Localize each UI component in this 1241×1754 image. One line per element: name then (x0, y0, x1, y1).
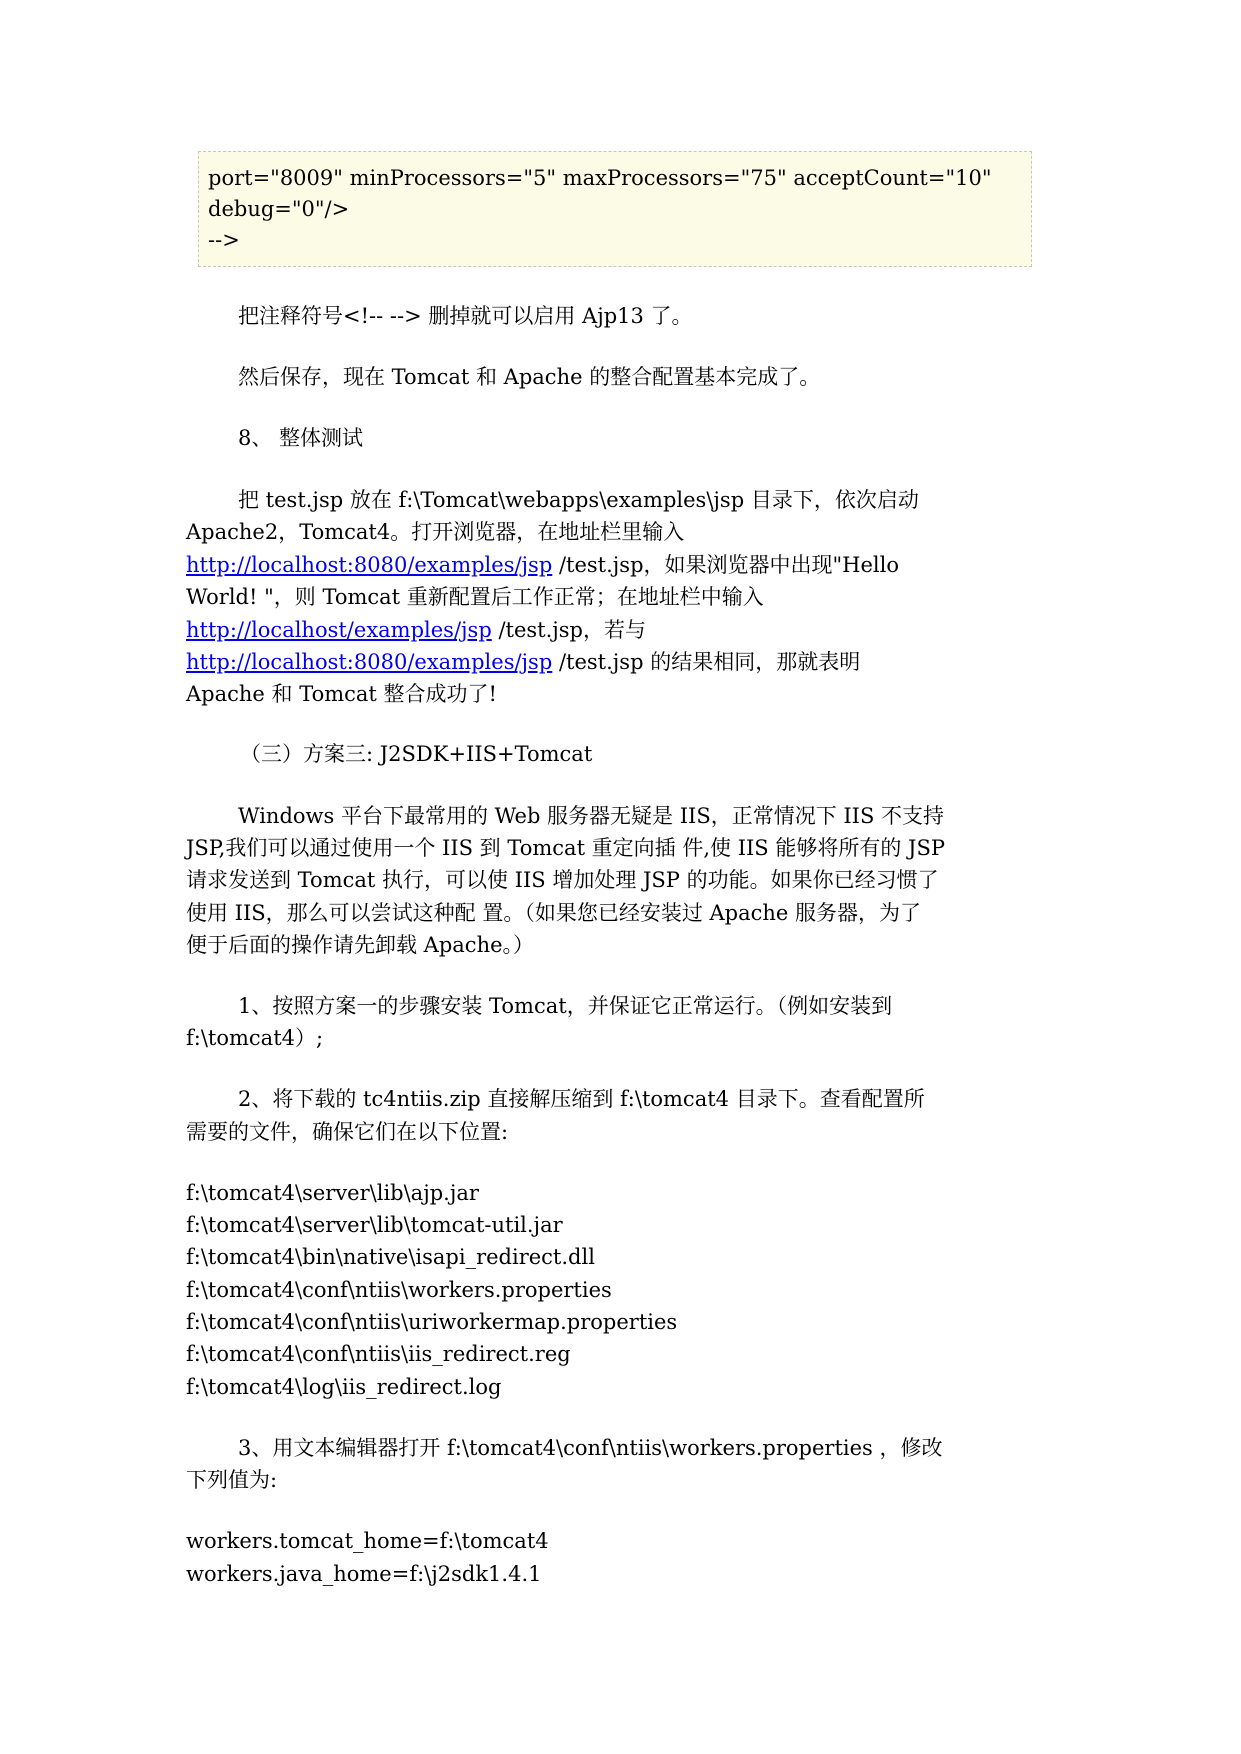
section-heading-overall-test: 8、 整体测试 (238, 426, 364, 450)
paragraph-remove-comments: 把注释符号<!-- --> 删掉就可以启用 Ajp13 了。 (238, 304, 693, 328)
iis-paragraph-line: 请求发送到 Tomcat 执行，可以使 IIS 增加处理 JSP 的功能。如果你已经习惯了 (186, 868, 939, 892)
iis-paragraph-line: 使用 IIS，那么可以尝试这种配 置。（如果您已经安装过 Apache 服务器，为了 (186, 901, 922, 925)
workers-setting: workers.java_home=f:\j2sdk1.4.1 (186, 1562, 542, 1586)
file-path: f:\tomcat4\bin\native\isapi_redirect.dll (186, 1245, 595, 1269)
step1-line: f:\tomcat4）; (186, 1026, 324, 1050)
test-text-line: Apache 和 Tomcat 整合成功了! (186, 682, 497, 706)
step2-line: 2、将下载的 tc4ntiis.zip 直接解压缩到 f:\tomcat4 目录下。查看配置所 (238, 1087, 925, 1111)
code-line: --> (208, 228, 240, 252)
test-text-line (186, 549, 899, 581)
code-line: debug="0"/> (208, 197, 350, 221)
iis-paragraph-line: 便于后面的操作请先卸载 Apache。） (186, 933, 535, 957)
test-text-line: 把 test.jsp 放在 f:\Tomcat\webapps\examples\jsp 目录下，依次启动 (238, 488, 919, 512)
localhost-link[interactable]: http://localhost/examples/jsp (186, 618, 492, 642)
step3-line: 下列值为: (186, 1468, 278, 1492)
file-path: f:\tomcat4\log\iis_redirect.log (186, 1375, 502, 1399)
localhost-8080-link[interactable]: http://localhost:8080/examples/jsp (186, 650, 553, 674)
localhost-8080-link[interactable]: http://localhost:8080/examples/jsp (186, 553, 553, 577)
test-text-line: Apache2，Tomcat4。打开浏览器，在地址栏里输入 (186, 520, 685, 544)
test-text-line (186, 646, 860, 678)
step3-line: 3、用文本编辑器打开 f:\tomcat4\conf\ntiis\workers.properties ，修改 (238, 1436, 943, 1460)
iis-paragraph-line: Windows 平台下最常用的 Web 服务器无疑是 IIS，正常情况下 IIS 不支持 (238, 804, 945, 828)
test-text-line (186, 614, 646, 646)
code-line: port="8009" minProcessors="5" maxProcessors="75" acceptCount="10" (208, 166, 992, 190)
file-path: f:\tomcat4\server\lib\ajp.jar (186, 1181, 479, 1205)
file-path: f:\tomcat4\conf\ntiis\iis_redirect.reg (186, 1342, 571, 1366)
test-text: /test.jsp 的结果相同，那就表明 (552, 650, 861, 674)
workers-setting: workers.tomcat_home=f:\tomcat4 (186, 1529, 549, 1553)
code-block (198, 151, 1032, 267)
iis-paragraph-line: JSP,我们可以通过使用一个 IIS 到 Tomcat 重定向插 件,使 IIS 能够将所有的 JSP (186, 836, 945, 860)
file-path: f:\tomcat4\conf\ntiis\uriworkermap.properties (186, 1310, 678, 1334)
step2-line: 需要的文件，确保它们在以下位置: (186, 1120, 509, 1144)
test-text: /test.jsp，若与 (491, 618, 647, 642)
step1-line: 1、按照方案一的步骤安装 Tomcat，并保证它正常运行。（例如安装到 (238, 994, 893, 1018)
file-path: f:\tomcat4\server\lib\tomcat-util.jar (186, 1213, 563, 1237)
file-path: f:\tomcat4\conf\ntiis\workers.properties (186, 1278, 612, 1302)
paragraph-save: 然后保存，现在 Tomcat 和 Apache 的整合配置基本完成了。 (238, 365, 821, 389)
section-heading-scheme-three: （三）方案三: J2SDK+IIS+Tomcat (240, 742, 593, 766)
test-text: /test.jsp，如果浏览器中出现"Hello (552, 553, 899, 577)
test-text-line: World! "，则 Tomcat 重新配置后工作正常；在地址栏中输入 (186, 585, 764, 609)
